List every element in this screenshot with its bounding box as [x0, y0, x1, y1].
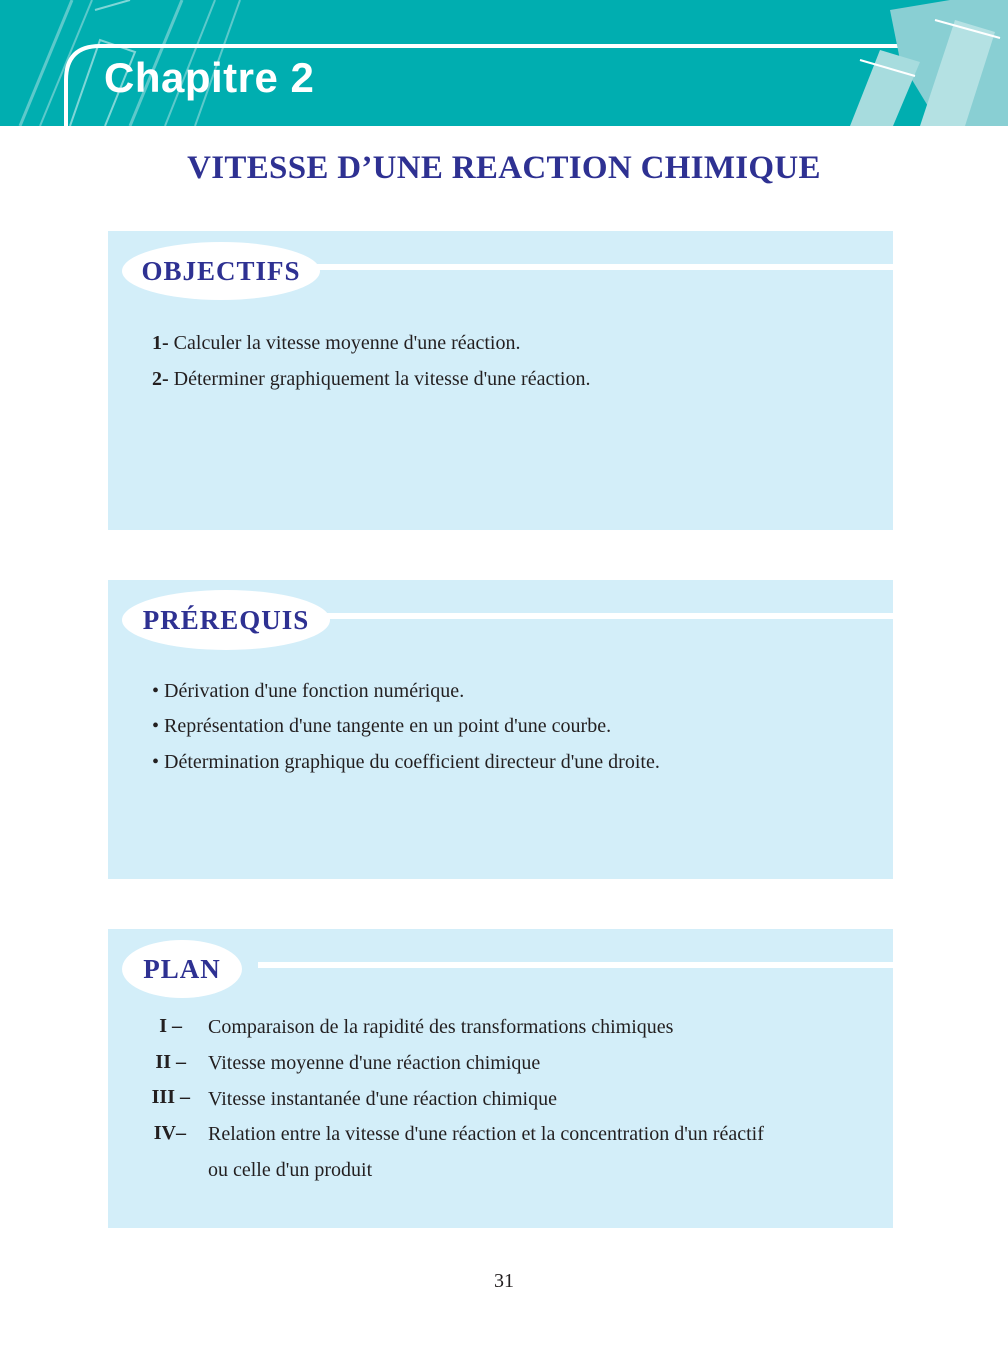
list-item: • Détermination graphique du coefficient directeur d'une droite. — [152, 751, 660, 773]
plan-item-continuation: ou celle d'un produit — [208, 1159, 373, 1181]
plan-item-text: Vitesse instantanée d'une réaction chimique — [208, 1088, 557, 1110]
plan-heading: PLAN — [122, 940, 242, 998]
section-rule — [258, 962, 893, 968]
page-title: VITESSE D’UNE REACTION CHIMIQUE — [187, 150, 821, 186]
list-item: • Dérivation d'une fonction numérique. — [152, 680, 465, 702]
objectifs-heading: OBJECTIFS — [122, 242, 320, 300]
plan-item-number: III – — [151, 1086, 190, 1108]
chapter-title: Chapitre 2 — [104, 54, 315, 101]
plan-item-number: I – — [159, 1015, 182, 1037]
list-item: • Représentation d'une tangente en un point d'une courbe. — [152, 715, 612, 737]
plan-item-text: Vitesse moyenne d'une réaction chimique — [208, 1052, 541, 1074]
list-item: 1- Calculer la vitesse moyenne d'une réaction. — [152, 332, 521, 354]
prerequis-section — [108, 580, 893, 879]
section-rule — [258, 613, 893, 619]
objectifs-section — [108, 231, 893, 530]
plan-item-number: IV– — [153, 1122, 186, 1144]
chapter-banner — [0, 0, 1008, 126]
plan-item-number: II – — [155, 1051, 186, 1073]
page-number: 31 — [494, 1270, 514, 1292]
section-rule — [258, 264, 893, 270]
plan-item-text: Relation entre la vitesse d'une réaction et la concentration d'un réactif — [208, 1123, 764, 1145]
prerequis-heading: PRÉREQUIS — [122, 590, 330, 650]
plan-item-text: Comparaison de la rapidité des transformations chimiques — [208, 1016, 674, 1038]
plan-section — [108, 929, 893, 1228]
list-item: 2- Déterminer graphiquement la vitesse d'une réaction. — [152, 368, 591, 390]
